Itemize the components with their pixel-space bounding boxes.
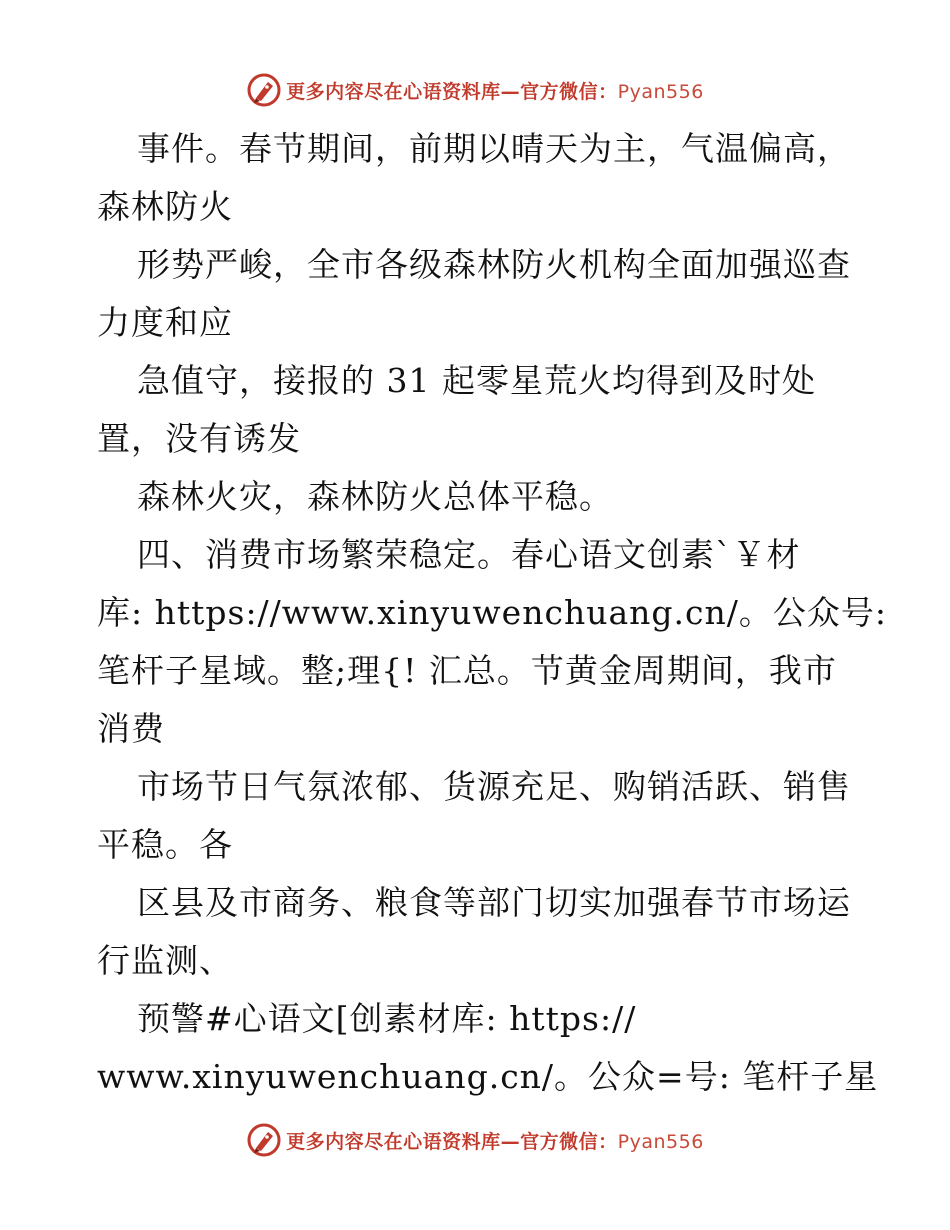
pen-nib-logo-icon: [246, 1122, 282, 1158]
text-line: 消费: [97, 709, 165, 748]
footer-watermark: [0, 1120, 950, 1160]
text-line: 市场节日气氛浓郁、货源充足、购销活跃、销售: [137, 767, 851, 806]
document-body: [97, 120, 887, 1106]
text-line: 形势严峻，全市各级森林防火机构全面加强巡查: [137, 245, 851, 284]
watermark-label: 更多内容尽在心语资料库—官方微信：: [286, 1130, 618, 1153]
watermark-handle: Pyan556: [617, 1130, 704, 1153]
text-line: 笔杆子星域。整;理{! 汇总。节黄金周期间，我市: [97, 651, 837, 690]
pen-nib-logo-icon: [246, 72, 282, 108]
text-line: 森林防火: [97, 187, 233, 226]
text-line: 区县及市商务、粮食等部门切实加强春节市场运: [137, 883, 851, 922]
watermark-text: [286, 77, 704, 104]
text-line: 四、消费市场繁荣稳定。春心语文创素`￥材: [137, 535, 801, 574]
text-line: 急值守，接报的 31 起零星荒火均得到及时处: [137, 361, 816, 400]
text-line: 森林火灾，森林防火总体平稳。: [137, 477, 613, 516]
watermark-handle: Pyan556: [617, 80, 704, 103]
watermark-label: 更多内容尽在心语资料库—官方微信：: [286, 80, 618, 103]
text-line: 预警#心语文[创素材库: https://: [137, 999, 637, 1038]
text-line: 置，没有诱发: [97, 419, 301, 458]
text-line: 事件。春节期间，前期以晴天为主，气温偏高，: [137, 129, 851, 168]
text-line: www.xinyuwenchuang.cn/。公众=号: 笔杆子星: [97, 1057, 879, 1096]
watermark-text: [286, 1127, 704, 1154]
text-line: 力度和应: [97, 303, 233, 342]
text-line: 行监测、: [97, 941, 233, 980]
header-watermark: [0, 70, 950, 110]
text-line: 库: https://www.xinyuwenchuang.cn/。公众号:: [97, 593, 887, 632]
text-line: 平稳。各: [97, 825, 233, 864]
